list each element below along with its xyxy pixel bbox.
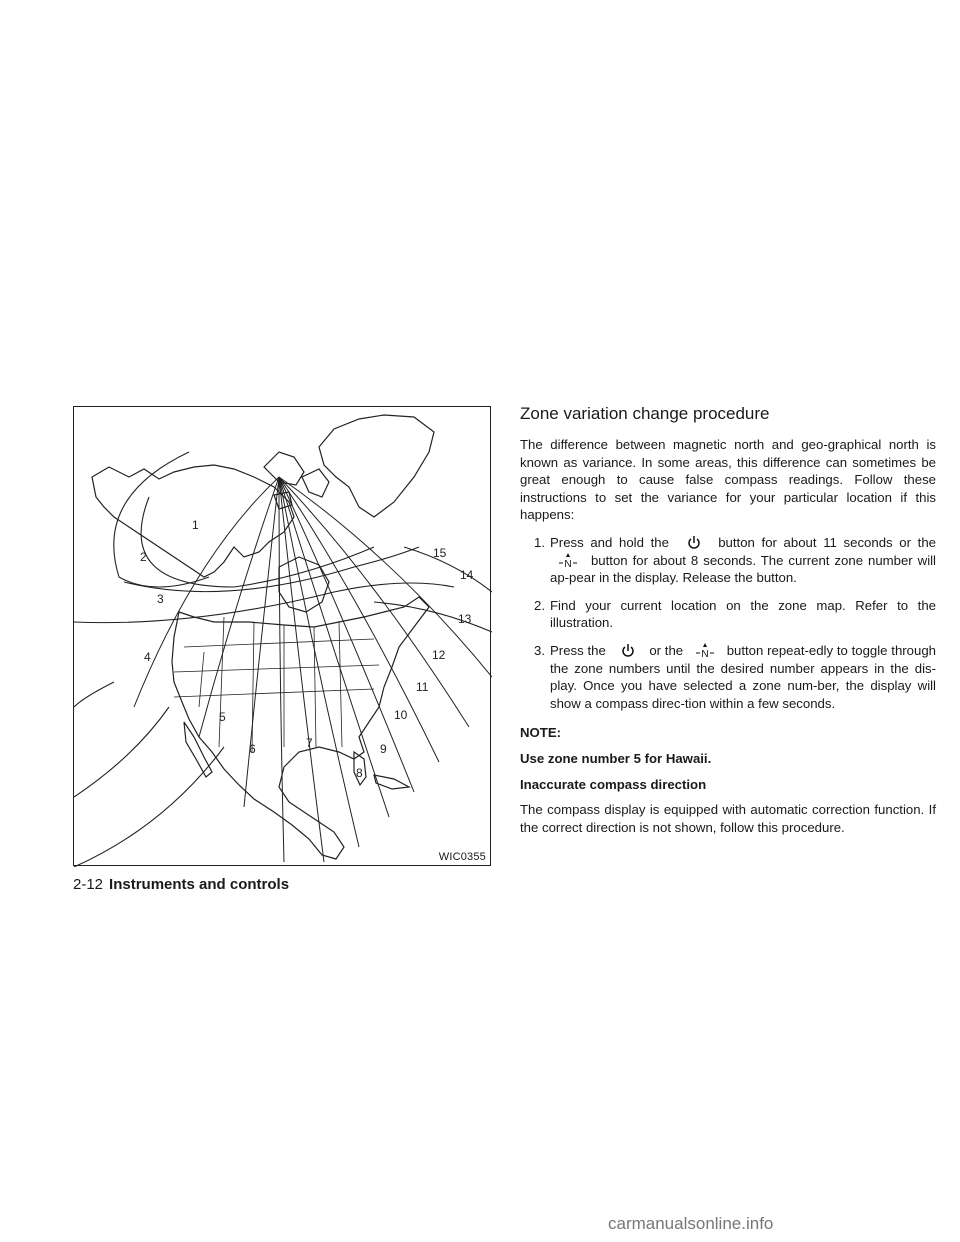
step-number: 1. [534, 534, 545, 550]
step-item [520, 642, 936, 712]
zone-label: 10 [394, 708, 408, 722]
zone-map-illustration [74, 407, 492, 867]
step-text: button for about 11 seconds or the [718, 534, 936, 550]
step-number: 2. [534, 597, 545, 613]
zone-label: 9 [380, 742, 387, 756]
zone-lines [134, 477, 492, 862]
power-button-icon [610, 643, 646, 659]
note-heading: NOTE: [520, 725, 562, 741]
zone-map-figure [73, 406, 491, 866]
baja-outline [184, 722, 212, 777]
zone-label: 2 [140, 550, 147, 564]
zone-label: 15 [433, 546, 447, 560]
zone-label: 5 [219, 710, 226, 724]
page-footer [73, 876, 289, 893]
svg-text:N: N [564, 558, 572, 569]
section-heading: Zone variation change procedure [520, 404, 770, 423]
compass-n-button-icon [550, 553, 586, 569]
svg-text:N: N [701, 648, 709, 659]
text-column [520, 404, 936, 846]
zone-label: 13 [458, 612, 472, 626]
figure-code: WIC0355 [438, 851, 486, 863]
zone-label: 6 [249, 742, 256, 756]
hudson-bay-outline [279, 557, 329, 612]
zone-label: 8 [356, 766, 363, 780]
subsection-paragraph: The compass display is equipped with automatic correction function. If the correct direction is not shown, follow this procedure. [520, 802, 936, 835]
zone-label: 14 [460, 568, 474, 582]
section-title: Instruments and controls [109, 876, 290, 893]
note-text: Use zone number 5 for Hawaii. [520, 750, 712, 766]
step-number: 3. [534, 642, 545, 658]
step-text: button for about 8 seconds. The current zone number will ap-pear in the display. Release the button. [550, 552, 936, 586]
compass-n-button-icon [687, 643, 723, 659]
step-item [520, 534, 936, 587]
step-text: Press and hold the [550, 534, 669, 550]
zone-label: 7 [306, 736, 313, 750]
power-button-icon [676, 535, 712, 551]
zone-label: 1 [192, 518, 199, 532]
step-text: Press the [550, 642, 606, 658]
zone-label: 3 [157, 592, 164, 606]
greenland-outline [319, 415, 434, 517]
intro-paragraph: The difference between magnetic north and geo-graphical north is known as variance. In some areas, this difference can sometimes be great enough to cause false compass readings. Follow these instructions to set the variance for your particular location if this happens: [520, 437, 936, 523]
step-text: Find your current location on the zone map. Refer to the illustration. [550, 597, 936, 631]
watermark: carmanualsonline.info [608, 1214, 774, 1233]
subsection-heading: Inaccurate compass direction [520, 776, 707, 792]
page-number: 2-12 [73, 876, 104, 893]
zone-label: 12 [432, 648, 446, 662]
step-text: or the [649, 642, 684, 658]
zone-label: 4 [144, 650, 151, 664]
zone-label: 11 [416, 680, 429, 694]
north-america-outline [172, 597, 429, 859]
step-text: button repeat-edly to toggle through the zone numbers until the desired number appears in the dis-play. Once you have selected a zone num-ber, the display will show a compass direc-tion within a few seconds. [550, 642, 937, 711]
step-item [520, 597, 936, 632]
